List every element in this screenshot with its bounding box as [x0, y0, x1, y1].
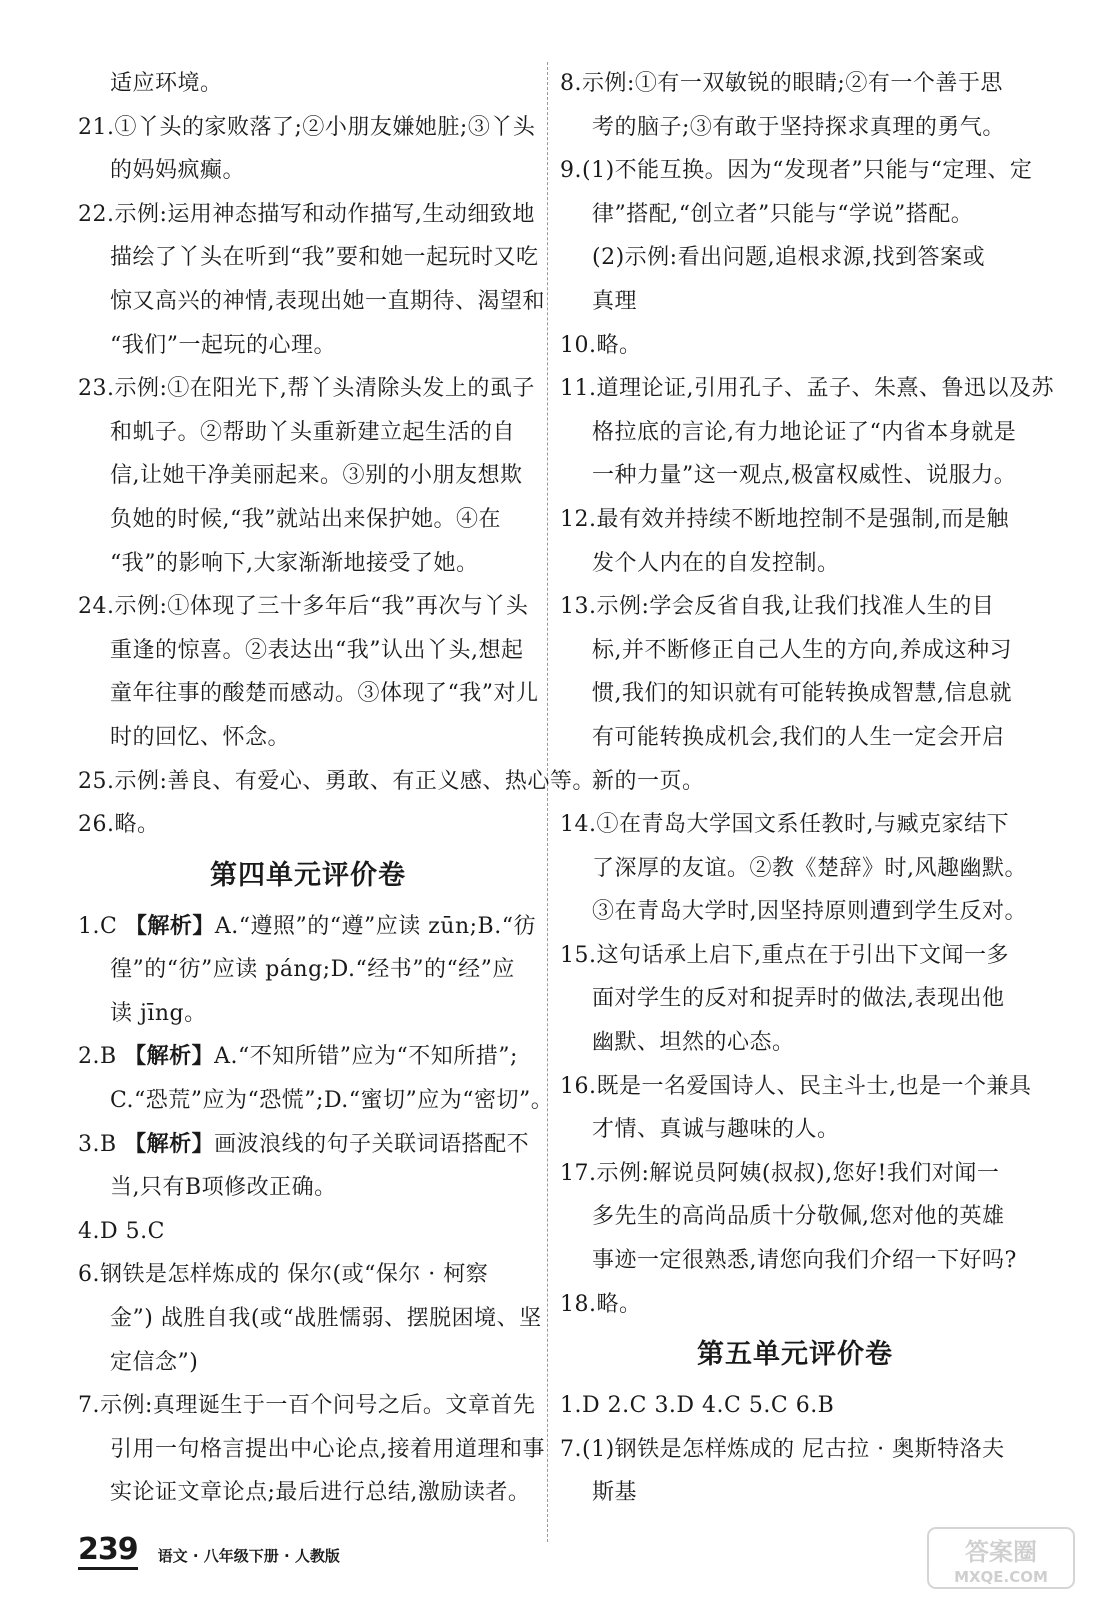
unit4-answers [78, 905, 554, 1515]
answer-line: 14.①在青岛大学国文系任教时,与臧克家结下 [560, 812, 1009, 838]
answer-line: 11.道理论证,引用孔子、孟子、朱熹、鲁迅以及苏 [560, 376, 1054, 402]
answer-line: 9.(1)不能互换。因为“发现者”只能与“定理、定 [560, 158, 1033, 184]
answer-text: 实论证文章论点;最后进行总结,激励读者。 [110, 1480, 531, 1506]
answer-line: 13.示例:学会反省自我,让我们找准人生的目 [560, 594, 995, 620]
svg-text:MXQE.COM: MXQE.COM [954, 1568, 1048, 1586]
answer-line [78, 905, 538, 949]
answer-line: 面对学生的反对和捉弄时的做法,表现出他 [592, 986, 1005, 1012]
answer-line: 新的一页。 [592, 768, 705, 794]
answer-line [78, 948, 538, 992]
svg-text:答案圈: 答案圈 [965, 1538, 1037, 1566]
answer-text: 金”) 战胜自我(或“战胜懦弱、摆脱困境、坚 [110, 1306, 542, 1332]
answer-line: 的妈妈疯癫。 [110, 158, 246, 184]
answer-line: 斯基 [592, 1480, 638, 1506]
answer-line [78, 1297, 542, 1341]
answer-line: 16.既是一名爱国诗人、民主斗士,也是一个兼具 [560, 1073, 1032, 1099]
answer-line: 格拉底的言论,有力地论证了“内省本身就是 [592, 419, 1017, 445]
answer-line: 18.略。 [560, 1291, 642, 1317]
answer-line: 才情、真诚与趣味的人。 [592, 1117, 840, 1143]
answer-line: 26.略。 [78, 812, 160, 838]
analysis-tag: 【解析】 [124, 1044, 215, 1070]
unit3-answers [78, 62, 595, 847]
answer-line [78, 1384, 538, 1428]
answer-text: A.“不知所错”应为“不知所措”; [214, 1044, 518, 1070]
answer-line: ③在青岛大学时,因坚持原则遭到学生反对。 [592, 899, 1027, 925]
answer-line [78, 1079, 554, 1123]
answer-line: 1.D 2.C 3.D 4.C 5.C 6.B [560, 1393, 835, 1419]
answer-line: 25.示例:善良、有爱心、勇敢、有正义感、热心等。 [78, 768, 595, 794]
answer-text: 当,只有B项修改正确。 [110, 1175, 337, 1201]
answer-line: “我们”一起玩的心理。 [110, 332, 336, 358]
answer-line: 律”搭配,“创立者”只能与“学说”搭配。 [592, 201, 974, 227]
page-number: 239 [78, 1533, 138, 1570]
answer-line: “我”的影响下,大家渐渐地接受了她。 [110, 550, 479, 576]
answer-line: 时的回忆、怀念。 [110, 724, 291, 750]
book-info: 语文 · 八年级下册 · 人教版 [157, 1547, 340, 1565]
answer-line: 童年往事的酸楚而感动。③体现了“我”对儿 [110, 681, 539, 707]
answer-line: 22.示例:运用神态描写和动作描写,生动细致地 [78, 201, 535, 227]
answer-text: 引用一句格言提出中心论点,接着用道理和事 [110, 1436, 545, 1462]
answer-text: 定信念”) [110, 1349, 199, 1375]
answer-line: 负她的时候,“我”就站出来保护她。④在 [110, 506, 501, 532]
answer-line: 17.示例:解说员阿姨(叔叔),您好!我们对闻一 [560, 1160, 1000, 1186]
answer-line: 15.这句话承上启下,重点在于引出下文闻一多 [560, 942, 1009, 968]
answer-line: 真理 [592, 288, 638, 314]
answer-text: C.“恐荒”应为“恐慌”;D.“蜜切”应为“密切”。 [110, 1088, 554, 1114]
answer-line: 幽默、坦然的心态。 [592, 1030, 795, 1056]
answer-text: 2.B [78, 1044, 125, 1070]
answer-line [78, 1253, 538, 1297]
answer-line: 信,让她干净美丽起来。③别的小朋友想欺 [110, 463, 523, 489]
analysis-tag: 【解析】 [124, 913, 215, 939]
answer-text: A.“遵照”的“遵”应读 zūn;B.“彷 [214, 913, 536, 939]
answer-line [78, 1341, 538, 1385]
page-footer [78, 1530, 340, 1570]
answer-line: 多先生的高尚品质十分敬佩,您对他的英雄 [592, 1204, 1005, 1230]
answer-line [78, 1166, 538, 1210]
answer-line [78, 1123, 538, 1167]
answer-text: 4.D 5.C [78, 1218, 165, 1244]
answer-line: 10.略。 [560, 332, 642, 358]
answer-line: 惯,我们的知识就有可能转换成智慧,信息就 [592, 681, 1012, 707]
answer-line [78, 1428, 545, 1472]
answer-line: 有可能转换成机会,我们的人生一定会开启 [592, 724, 1005, 750]
answer-line: 23.示例:①在阳光下,帮丫头清除头发上的虱子 [78, 376, 535, 402]
answer-line: 考的脑子;③有敢于坚持探求真理的勇气。 [592, 114, 1005, 140]
answer-line: 描绘了丫头在听到“我”要和她一起玩时又吃 [110, 245, 539, 271]
answer-text: 画波浪线的句子关联词语搭配不 [214, 1131, 530, 1157]
answer-line [78, 1471, 538, 1515]
answer-text: 3.B [78, 1131, 125, 1157]
unit5-answers [560, 1384, 1030, 1515]
answer-line: 事迹一定很熟悉,请您向我们介绍一下好吗? [592, 1248, 1017, 1274]
answer-line: 重逢的惊喜。②表达出“我”认出丫头,想起 [110, 637, 524, 663]
answer-line: 7.(1)钢铁是怎样炼成的 尼古拉 · 奥斯特洛夫 [560, 1436, 1005, 1462]
answer-line: 8.示例:①有一双敏锐的眼睛;②有一个善于思 [560, 71, 1003, 96]
answer-text: 7.示例:真理诞生于一百个问号之后。文章首先 [78, 1393, 536, 1419]
answer-text: 1.C [78, 913, 125, 939]
analysis-tag: 【解析】 [124, 1131, 215, 1157]
watermark-logo [926, 1526, 1076, 1590]
answer-line: 12.最有效并持续不断地控制不是强制,而是触 [560, 506, 1009, 532]
answer-line: 适应环境。 [110, 71, 223, 96]
answer-line: 24.示例:①体现了三十多年后“我”再次与丫头 [78, 594, 529, 620]
right-column [560, 62, 1054, 1515]
answer-text: 6.钢铁是怎样炼成的 保尔(或“保尔 · 柯察 [78, 1262, 489, 1288]
unit5-heading: 第五单元评价卷 [697, 1339, 893, 1371]
answer-line: 惊又高兴的神情,表现出她一直期待、渴望和 [110, 288, 545, 314]
answer-text: 徨”的“彷”应读 páng;D.“经书”的“经”应 [110, 957, 515, 983]
left-column [78, 62, 595, 1515]
answer-line: 发个人内在的自发控制。 [592, 550, 840, 576]
answer-line [78, 1210, 538, 1254]
unit4-heading: 第四单元评价卷 [210, 859, 406, 891]
column-divider [547, 62, 548, 1542]
unit4-answers-continued [560, 62, 1054, 1326]
answer-line [78, 1035, 538, 1079]
answer-line: 了深厚的友谊。②教《楚辞》时,风趣幽默。 [592, 855, 1027, 881]
answer-line: 一种力量”这一观点,极富权威性、说服力。 [592, 463, 1017, 489]
answer-line [78, 992, 538, 1036]
answer-line: 标,并不断修正自己人生的方向,养成这种习 [592, 637, 1012, 663]
answer-line: (2)示例:看出问题,追根求源,找到答案或 [592, 245, 986, 271]
answer-text: 读 jīng。 [110, 1000, 207, 1026]
answer-line: 21.①丫头的家败落了;②小朋友嫌她脏;③丫头 [78, 114, 536, 140]
answer-line: 和虮子。②帮助丫头重新建立起生活的自 [110, 419, 516, 445]
